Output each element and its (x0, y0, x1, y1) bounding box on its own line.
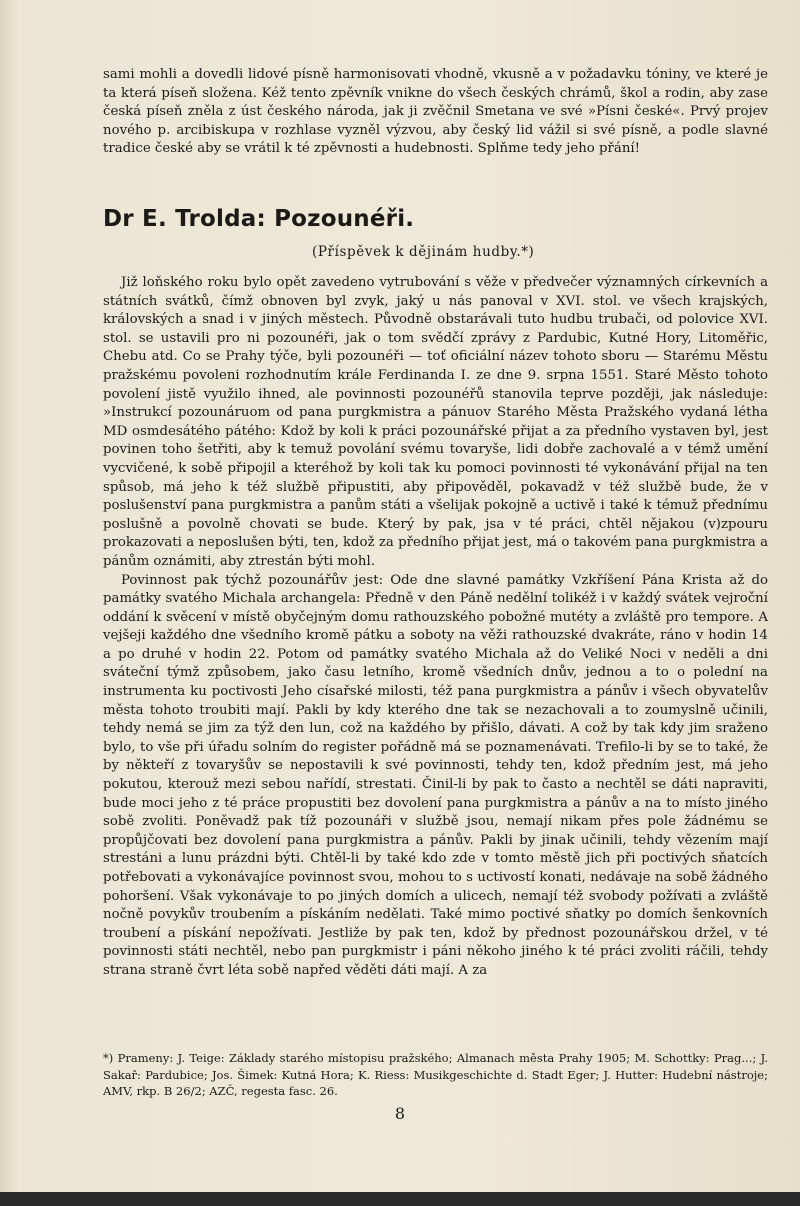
page-number: 8 (394, 1104, 406, 1123)
footnote: *) Prameny: J. Teige: Základy starého místopisu pražského; Almanach města Prahy 1905; M. Schottky: Prag...; J. Sakař: Pardubice; Jos. Šimek: Kutná Hora; K. Riess: Musikgeschichte d. Stadt Eger; J. Hutter: Hudební nástroje; AMV, rkp. B 26/2; AZČ, regesta fasc. 26. (103, 1051, 768, 1098)
paragraph-1: Již loňského roku bylo opět zavedeno vytrubování s věže v předvečer významných církevních a státních svátků, čímž obnoven byl zvyk, jaký u nás panoval v XVI. stol. ve všech krajských, královských a snad i v jiných městech. Původně obstarávali tuto hudbu trubači, od polovice XVI. stol. se ustavili pro ni pozounéři, jak o tom svědčí zprávy z Pardubic, Kutné Hory, Litoměřic, Chebu atd. Co se Prahy týče, byli pozounéři — toť oficiální název tohoto sboru — Starému Městu pražskému povoleni rozhodnutím krále Ferdinanda I. ze dne 9. srpna 1551. Staré Město tohoto povolení jistě využilo ihned, ale povinnosti pozounéřů stanovila teprve později, jak následuje: »Instrukcí pozounáruom od pana purgkmistra a pánuov Starého Města Pražského vydaná létha MD osmdesátého pátého: Kdož by koli k práci pozounářské přijat a za předního vystaven byl, jest povinen toho šetřiti, aby k temuž povolání svému tovaryše, lidi dobře zachovalé a v témž umění vycvičené, k sobě připojil a kteréhož by koli tak ku pomoci povinnosti té vykonávání přijal na ten spůsob, má jeho k též službě připustiti, aby připověděl, pokavadž v též službě bude, že v poslušenství pana purgkmistra a panům státi a všelijak pokojně a uctivě i také k témuž přednímu poslušně a povolně chovati se bude. Který by pak, jsa v té práci, chtěl nějakou (v)zpouru prokazovati a neposlušen býti, ten, kdož za předního přijat jest, má o takovém pana purgkmistra a pánům oznámiti, aby ztrestán býti mohl. (103, 275, 768, 569)
scan-edge (0, 1192, 800, 1206)
article-body (103, 274, 768, 981)
paragraph-2: Povinnost pak týchž pozounářův jest: Ode dne slavné památky Vzkříšení Pána Krista až do památky svatého Michala archangela: Předně v den Páně nedělní tolikéž i v každý svátek vejroční oddání k svěcení v místě obyčejným domu rathouzského pobožné mutéty a zvláště pro tempore. A vejšeji každého dne všedního kromě pátku a soboty na věži rathouzské dvakráte, ráno v hodin 14 a po druhé v hodin 22. Potom od památky svatého Michala až do Veliké Noci v neděli a dni sváteční týmž způsobem, jako času letního, kromě všedních dnův, jednou a to o polední na instrumenta ku poctivosti Jeho císařské milosti, též pana purgkmistra a pánův i všech obyvatelův města tohoto troubiti mají. Pakli by kdy kterého dne tak se nezachovali a to zoumyslně učinili, tehdy nemá se jim za týž den lun, což na každého by přišlo, dávati. A což by tak kdy jim sraženo bylo, to vše při úřadu solním do register pořádně má se poznamenávati. Trefilo-li by se to také, že by někteří z tovaryšův se nepostavili k své povinnosti, tehdy ten, kdož předním jest, má jeho pokutou, kterouž mezi sebou nařídí, strestati. Činil-li by pak to často a nechtěl se dáti napraviti, bude moci jeho z té práce propustiti bez dovolení pana purgkmistra a pánův a na to místo jiného sobě zvoliti. Poněvadž pak tíž pozounáři v službě jsou, nemají nikam přes pole žádnému se propůjčovati bez dovolení pana purgkmistra a pánův. Pakli by jinak učinili, tehdy vězením mají strestáni a lunu prázdni býti. Chtěl-li by také kdo zde v tomto městě jich při poctivých sňatcích potřebovati a vykonávajíce povinnost svou, mohou to s uctivostí konati, nedávaje na sobě žádného pohoršení. Však vykonávaje to po jiných domích a ulicech, nemají též svobody požívati a zvláště nočně povykův troubením a pískáním nedělati. Také mimo poctivé sňatky po domích šenkovních troubení a pískání nepožívati. Jestliže by pak ten, kdož by přednost pozounářskou držel, v té povinnosti státi nechtěl, nebo pan purgkmistr i páni někoho jiného k té práci zvoliti ráčili, tehdy strana straně čvrt léta sobě napřed věděti dáti mají. A za (103, 572, 768, 978)
article-subtitle: (Příspěvek k dějinám hudby.*) (312, 244, 535, 260)
article-title: Dr E. Trolda: Pozounéři. (103, 206, 415, 232)
intro-text: sami mohli a dovedli lidové písně harmonisovati vhodně, vkusně a v požadavku tóniny, ve které je ta která píseň složena. Kéž tento zpěvník vnikne do všech českých chrámů, škol a rodin, aby zase česká píseň zněla z úst českého národa, jak ji zvěčnil Smetana ve své »Písni české«. Prvý projev nového p. arcibiskupa v rozhlase vyzněl výzvou, aby český lid vážil si své písně, a podle slavné tradice české aby se vrátil k té zpěvnosti a hudebnosti. Splňme tedy jeho přání! (103, 67, 768, 157)
intro-paragraph (103, 66, 768, 159)
